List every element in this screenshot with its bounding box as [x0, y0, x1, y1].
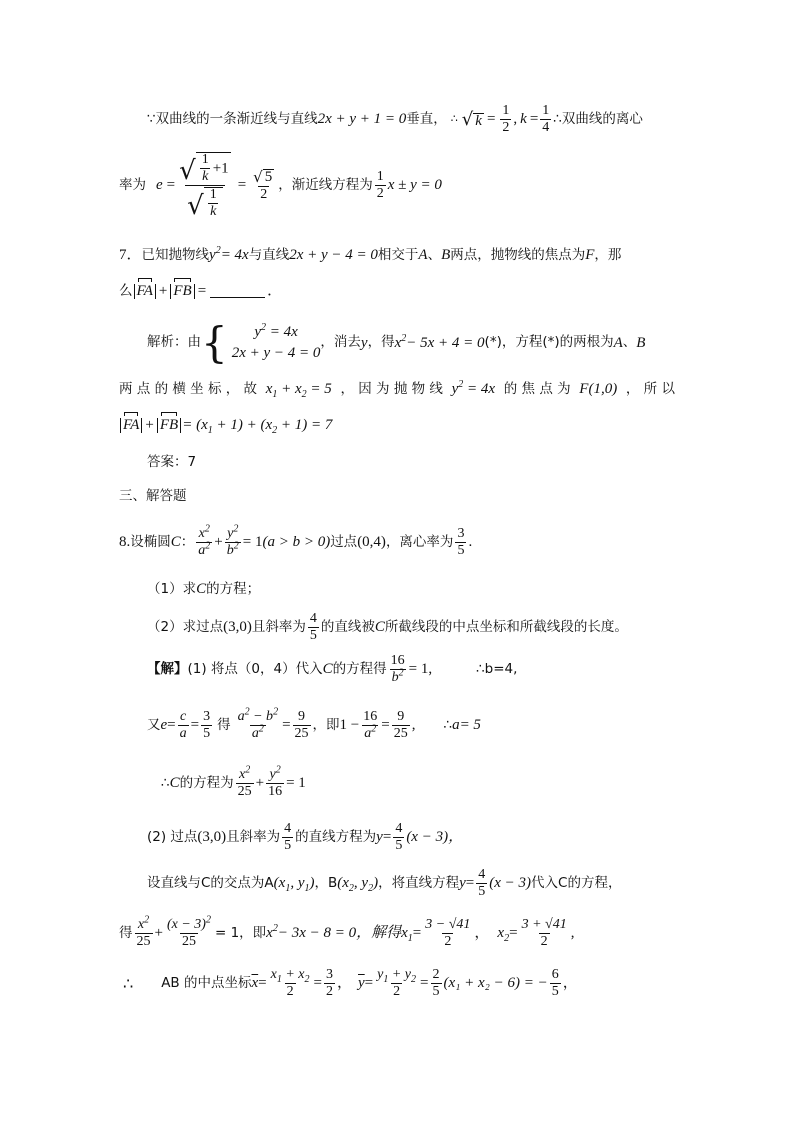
text: 的直线被 — [320, 618, 375, 635]
eq: = 4x — [269, 324, 298, 340]
text: 过点 — [330, 533, 358, 550]
frac-1-2: $\frac{1}{2}$ — [502, 103, 510, 135]
text: ， — [562, 975, 578, 991]
text: 得 — [217, 716, 231, 733]
eq: 2x + y − 4 = 0 — [231, 345, 321, 361]
eq: + 1) = 7 — [280, 417, 333, 433]
frac-sqrt5-2: √ 5 2 — [253, 168, 273, 202]
eq: = 1 — [286, 775, 306, 791]
solution-step-7: ∴ AB 的中点坐标 $\overline{x}$ = $\frac{x_1 + x_2}{2}$ = $\frac{3}{2}$ ， $\overline{y}$ = $\frac{y_1 + y_2}{2}$ = $\frac{2}{5}$ (x₁ + x₂ − 6) = − $\frac{6}{5}$ ， — [123, 967, 578, 999]
eq: 2x + y + 1 = 0 — [317, 111, 407, 127]
problem-8-q1 — [147, 582, 260, 597]
text: 且斜率为 — [251, 618, 306, 635]
section-heading — [119, 490, 187, 504]
abs-fa: FA — [134, 284, 156, 299]
text: 又 — [147, 716, 161, 733]
problem-7-line-5: FA + FB = $(x_1 + 1) + (x_2 + 1) = 7$ — [119, 418, 332, 433]
frac-4-5: $\frac{4}{5}$ — [284, 821, 292, 853]
problem-7-line-4: 两 点 的 横 坐 标 ， 故 $x_1 + x_2 = 5$ ， 因 为 抛 物 线 $y^2 = 4x$ 的 焦 点 为 F(1,0) ， 所 以 — [119, 379, 675, 400]
frac-1-2: $\frac{1}{2}$ — [376, 169, 384, 201]
solution-step-4: (2) 过点 (3,0) 且斜率为 $\frac{4}{5}$ 的直线方程为 y = $\frac{4}{5}$ (x − 3)， — [147, 821, 464, 853]
var: y — [360, 334, 368, 351]
text: ， — [336, 975, 352, 991]
text: 率为 — [119, 176, 146, 193]
text: ： — [180, 533, 195, 550]
eq: (0,4) — [357, 534, 386, 550]
var: C — [322, 661, 333, 677]
eq: + 1) + ( — [216, 417, 266, 433]
text: 得 — [119, 924, 133, 941]
problem-7-line-1: 7． 已知抛物线 $y^2$ = 4x 与直线 2x + y − 4 = 0 相交于 A 、 B 两点，抛物线的焦点为 F ，那 — [119, 245, 622, 263]
eq: 2x + y − 4 = 0 — [289, 247, 378, 263]
eq: (x₁ + x₂ − 6) = − — [443, 975, 548, 991]
eq: ， — [474, 925, 490, 941]
problem-8-q2 — [147, 612, 628, 643]
text: ，即 — [312, 716, 340, 733]
eq: F(1,0) — [579, 381, 618, 397]
text: ． — [267, 283, 283, 299]
frac-1-4: $\frac{1}{4}$ — [542, 103, 550, 135]
text: 代入C的方程， — [531, 874, 622, 891]
answer: 答案：7 — [147, 454, 197, 470]
text: (1) 将点（0，4）代入 — [187, 660, 323, 677]
text: ，离心率为 — [385, 533, 454, 550]
text: 么 — [119, 282, 133, 299]
text: 设椭圆 — [130, 533, 171, 550]
eq: − 5x + 4 = 0 — [406, 334, 485, 351]
text: ，渐近线方程为 — [278, 176, 373, 193]
problem-7-line-2: 么 FA + FB = ． — [119, 282, 283, 299]
var: C — [169, 775, 180, 791]
focus-f: F — [585, 247, 595, 263]
problem-number: 8. — [119, 534, 131, 550]
frac-3-5: $\frac{3}{5}$ — [203, 709, 211, 741]
solution-step-3: ∴ C 的方程为 $\frac{x^2}{25}$ + $\frac{y^2}{16}$ = 1 — [161, 764, 306, 799]
eq: = 5 — [310, 381, 332, 397]
sep: 、 — [427, 246, 442, 263]
text: 且斜率为 — [226, 828, 281, 845]
eq: (3,0) — [197, 829, 227, 845]
text: 的方程； — [206, 580, 261, 597]
frac-16-b2: $\frac{16}{b^2}$ — [390, 653, 405, 685]
therefore: ∴ — [450, 113, 458, 125]
text: ，B — [314, 874, 338, 891]
text: 设直线与C的交点为A — [147, 874, 274, 891]
problem-number: 7． — [119, 247, 142, 263]
section-title: 三、解答题 — [119, 488, 187, 504]
solution-step-5: 设直线与C的交点为A ($x_1$, $y_1$) ，B ($x_2$, $y_2$) ，将直线方程 y = $\frac{4}{5}$ (x − 3) 代入C的方程， — [147, 867, 622, 899]
text: = 1，即 — [214, 924, 267, 941]
text: ，得 — [367, 334, 395, 351]
text: ， 所 以 — [625, 380, 675, 397]
eq: (a > b > 0) — [262, 534, 331, 550]
therefore: ∴ — [161, 774, 170, 791]
problem-8-line-1: 8. 设椭圆 C ： $\frac{x^2}{a^2}$ + $\frac{y^2}{b^2}$ = 1 (a > b > 0) 过点 (0,4) ，离心率为 $\frac{3}{5}$ . — [119, 523, 473, 558]
text: AB 的中点坐标 — [161, 974, 252, 991]
text: 的 焦 点 为 — [503, 380, 571, 397]
text: 的直线方程为 — [295, 828, 377, 845]
frac-4-5: $\frac{4}{5}$ — [309, 611, 317, 643]
solution-label: 【解】 — [147, 660, 188, 677]
abs-fb: FB — [157, 418, 181, 433]
answer-line — [147, 456, 196, 470]
eq: = 1, — [408, 661, 433, 677]
point-a: A — [418, 247, 428, 263]
frac-y2-b2: $\frac{y^2}{b^2}$ — [226, 523, 239, 558]
text: ∴b=4, — [476, 660, 518, 677]
text: (2) 过点 — [147, 828, 198, 845]
eq: = 5 — [459, 717, 481, 733]
frac-3-5: $\frac{3}{5}$ — [457, 526, 465, 558]
text: 垂直， — [406, 110, 447, 127]
therefore: ∴ — [123, 973, 134, 993]
solution-step-1 — [147, 654, 517, 685]
therefore: ∴ — [443, 716, 453, 733]
eq: = 4x — [220, 247, 249, 263]
answer-blank — [210, 285, 265, 298]
point-b: B — [636, 334, 646, 351]
sqrt-k: √ k — [461, 108, 482, 130]
eq: = 4x — [467, 381, 496, 397]
eq: − 3x − 8 = 0，解得 — [277, 925, 402, 941]
text: 的方程得 — [332, 660, 387, 677]
line-2: 率为 e = √ $\frac{1}{k}$ +1 √ $\frac{1}{k}$ = √ 5 2 ，渐近线方程为 $\frac{1}{2}$ x ± y = 0 — [119, 152, 442, 221]
abs-fa: FA — [120, 418, 142, 433]
sep: 、 — [622, 334, 637, 351]
text: (*)，方程(*)的两根为 — [484, 334, 614, 351]
equation-system: $y^2 = 4x$ 2x + y − 4 = 0 — [231, 322, 321, 361]
text: （2）求过点 — [147, 618, 224, 635]
problem-7-solution: 解析：由 { $y^2 = 4x$ 2x + y − 4 = 0 ，消去 y ，得 $x^2$ − 5x + 4 = 0 (*)，方程(*)的两根为 A 、 B — [147, 318, 646, 367]
text: ∵双曲线的一条渐近线与直线 — [147, 110, 318, 127]
text: （1）求 — [147, 580, 197, 597]
text: 与直线 — [248, 246, 290, 263]
var: C — [170, 534, 181, 550]
text: 两点，抛物线的焦点为 — [450, 246, 586, 263]
abs-fb: FB — [170, 284, 194, 299]
point-a: A — [613, 334, 623, 351]
point-b: B — [441, 247, 451, 263]
text: 所截线段的中点坐标和所截线段的长度。 — [384, 618, 628, 635]
text: ， 因 为 抛 物 线 — [340, 380, 443, 397]
text: 两 点 的 横 坐 标 ， 故 — [119, 380, 258, 397]
text: ，那 — [594, 246, 622, 263]
eq: (x − 3) — [489, 875, 532, 891]
eq: (x − 3)， — [406, 829, 464, 845]
frac-eccentricity: √ $\frac{1}{k}$ +1 √ $\frac{1}{k}$ — [179, 152, 229, 221]
var: C — [374, 619, 385, 635]
var: C — [196, 581, 207, 597]
text: ∴双曲线的离心 — [553, 110, 643, 127]
solution-step-2: 又 e = $\frac{c}{a}$ = $\frac{3}{5}$ 得 $\frac{a^2 - b^2}{a^2}$ = $\frac{9}{25}$ ，即 1 − $\frac{16}{a^2}$ = $\frac{9}{25}$ , ∴ a= 5 — [147, 706, 481, 741]
eq: (3,0) — [223, 619, 252, 635]
text: 的方程为 — [179, 774, 234, 791]
text: 相交于 — [377, 246, 419, 263]
text: 已知抛物线 — [141, 246, 210, 263]
line-1: ∵双曲线的一条渐近线与直线 2x + y + 1 = 0 垂直， ∴ √ k = $\frac{1}{2}$ , k = $\frac{1}{4}$ ∴双曲线的离心 — [147, 103, 643, 135]
text: ，将直线方程 — [378, 874, 460, 891]
text: 解析：由 — [147, 334, 201, 351]
text: ，消去 — [320, 334, 361, 351]
frac-x2-a2: $\frac{x^2}{a^2}$ — [198, 523, 211, 558]
eq: x ± y = 0 — [387, 177, 442, 193]
solution-step-6: 得 $\frac{x^2}{25}$ + $\frac{(x - 3)^2}{25}$ = 1，即 $x^2$ − 3x − 8 = 0，解得 $x_1$ = $\frac{3 - √41}{2}$ ， $x_2$ = $\frac{3 + √41}{2}$ , — [119, 914, 575, 949]
